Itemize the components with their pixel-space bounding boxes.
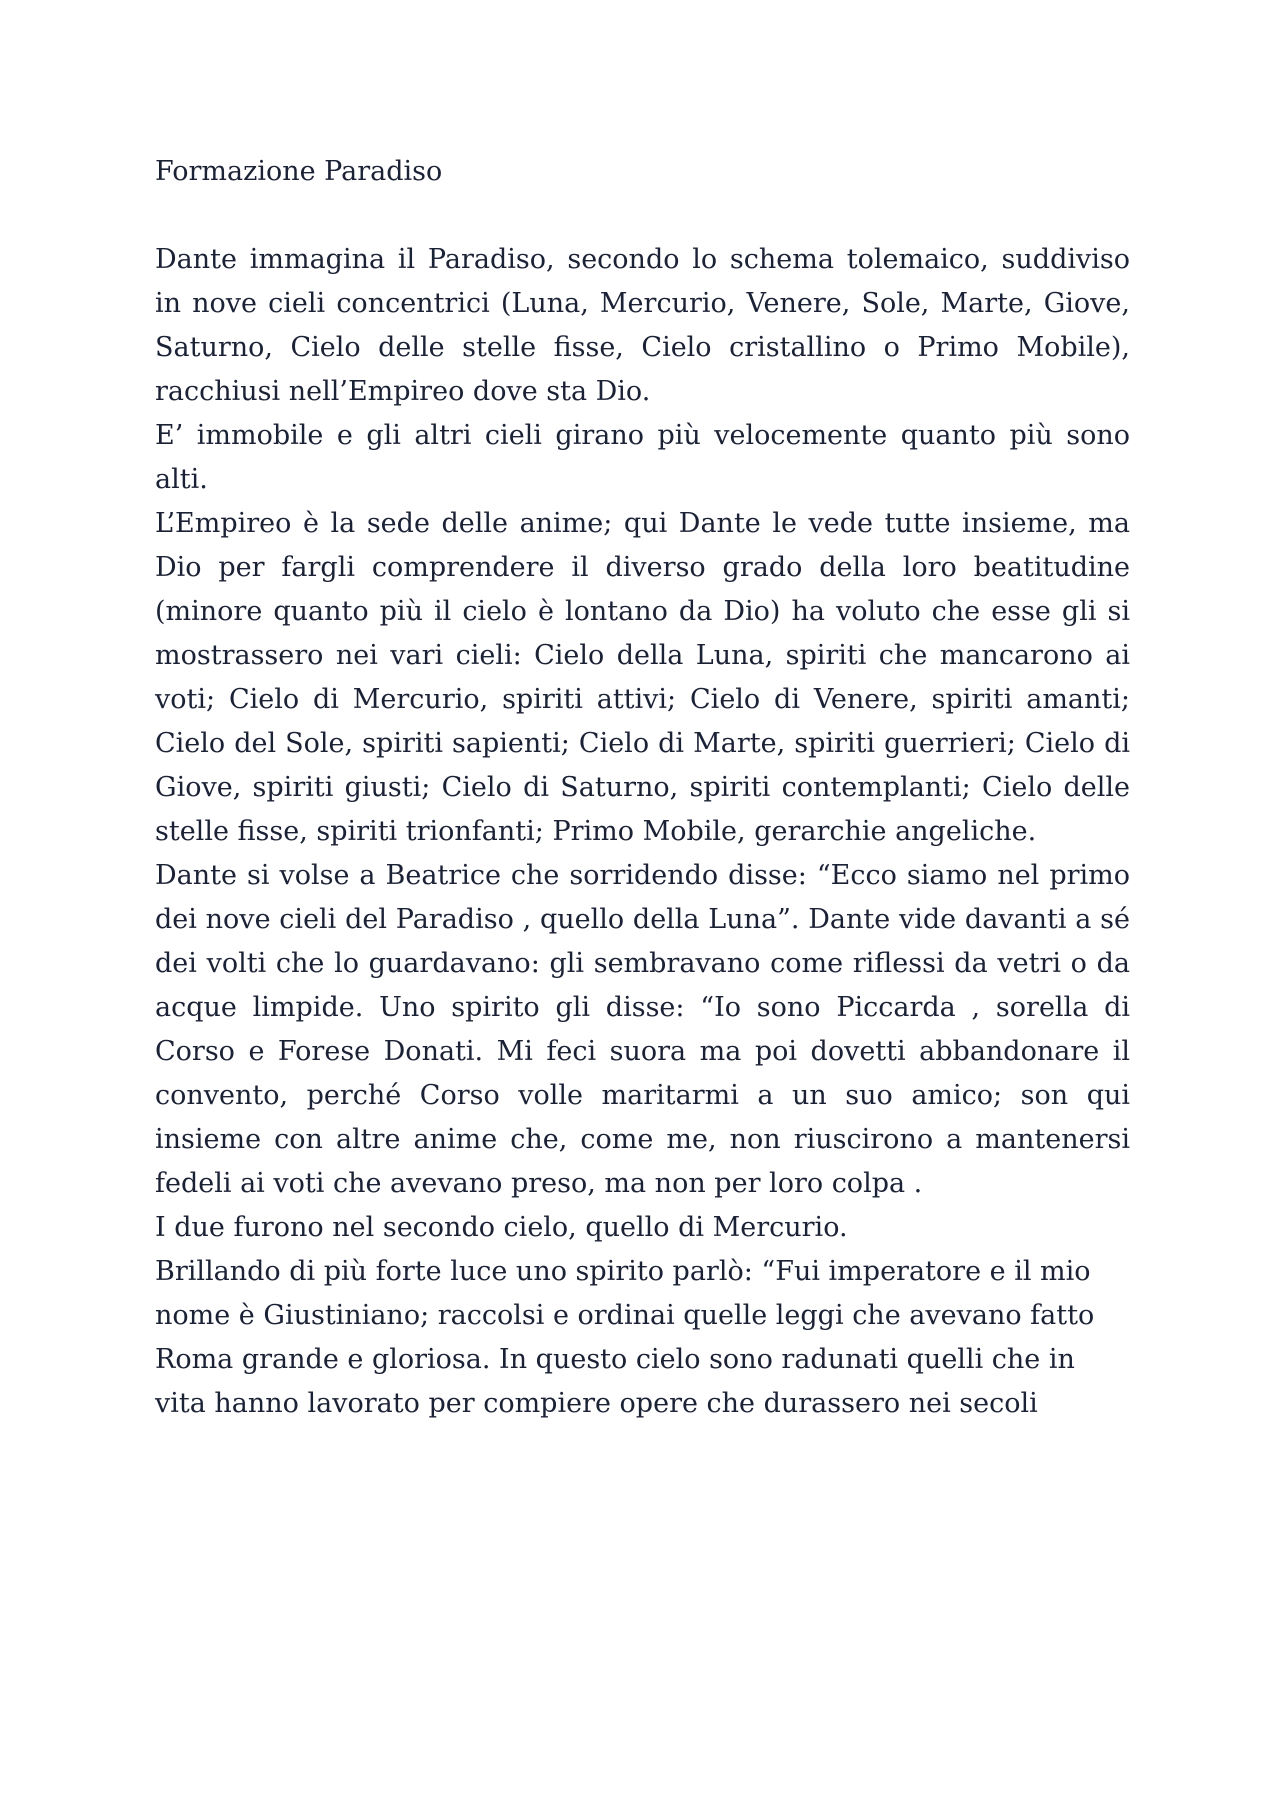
paragraph-empyrean-immobile: E’ immobile e gli altri cieli girano più velocemente quanto più sono alti. [155,420,1130,495]
paragraph-justinian: Brillando di più forte luce uno spirito parlò: “Fui imperatore e il mio nome è Giustiniano; raccolsi e ordinai quelle leggi che avevano fatto Roma grande e gloriosa. In questo cielo sono radunati quelli che in vita hanno lavorato per compiere opere che durassero nei secoli [155,1256,1095,1419]
paragraph-cosmology: Dante immagina il Paradiso, secondo lo schema tolemaico, suddiviso in nove cieli concentrici (Luna, Mercurio, Venere, Sole, Marte, Giove, Saturno, Cielo delle stelle fisse, Cielo cristallino o Primo Mobile), racchiusi nell’Empireo dove sta Dio. [155,244,1130,407]
document-title: Formazione Paradiso [155,156,443,187]
paragraph-souls-in-heavens: L’Empireo è la sede delle anime; qui Dante le vede tutte insieme, ma Dio per fargli comprendere il diverso grado della loro beatitudine (minore quanto più il cielo è lontano da Dio) ha voluto che esse gli si mostrassero nei vari cieli: Cielo della Luna, spiriti che mancarono ai voti; Cielo di Mercurio, spiriti attivi; Cielo di Venere, spiriti amanti; Cielo del Sole, spiriti sapienti; Cielo di Marte, spiriti guerrieri; Cielo di Giove, spiriti giusti; Cielo di Saturno, spiriti contemplanti; Cielo delle stelle fisse, spiriti trionfanti; Primo Mobile, gerarchie angeliche. [155,508,1130,847]
document-page [155,150,1130,1426]
paragraph-heaven-of-moon: Dante si volse a Beatrice che sorridendo disse: “Ecco siamo nel primo dei nove cieli del Paradiso , quello della Luna”. Dante vide davanti a sé dei volti che lo guardavano: gli sembravano come riflessi da vetri o da acque limpide. Uno spirito gli disse: “Io sono Piccarda , sorella di Corso e Forese Donati. Mi feci suora ma poi dovetti abbandonare il convento, perché Corso volle maritarmi a un suo amico; son qui insieme con altre anime che, come me, non riuscirono a mantenersi fedeli ai voti che avevano preso, ma non per loro colpa . [155,860,1130,1199]
paragraph-heaven-of-mercury: I due furono nel secondo cielo, quello di Mercurio. [155,1212,848,1243]
